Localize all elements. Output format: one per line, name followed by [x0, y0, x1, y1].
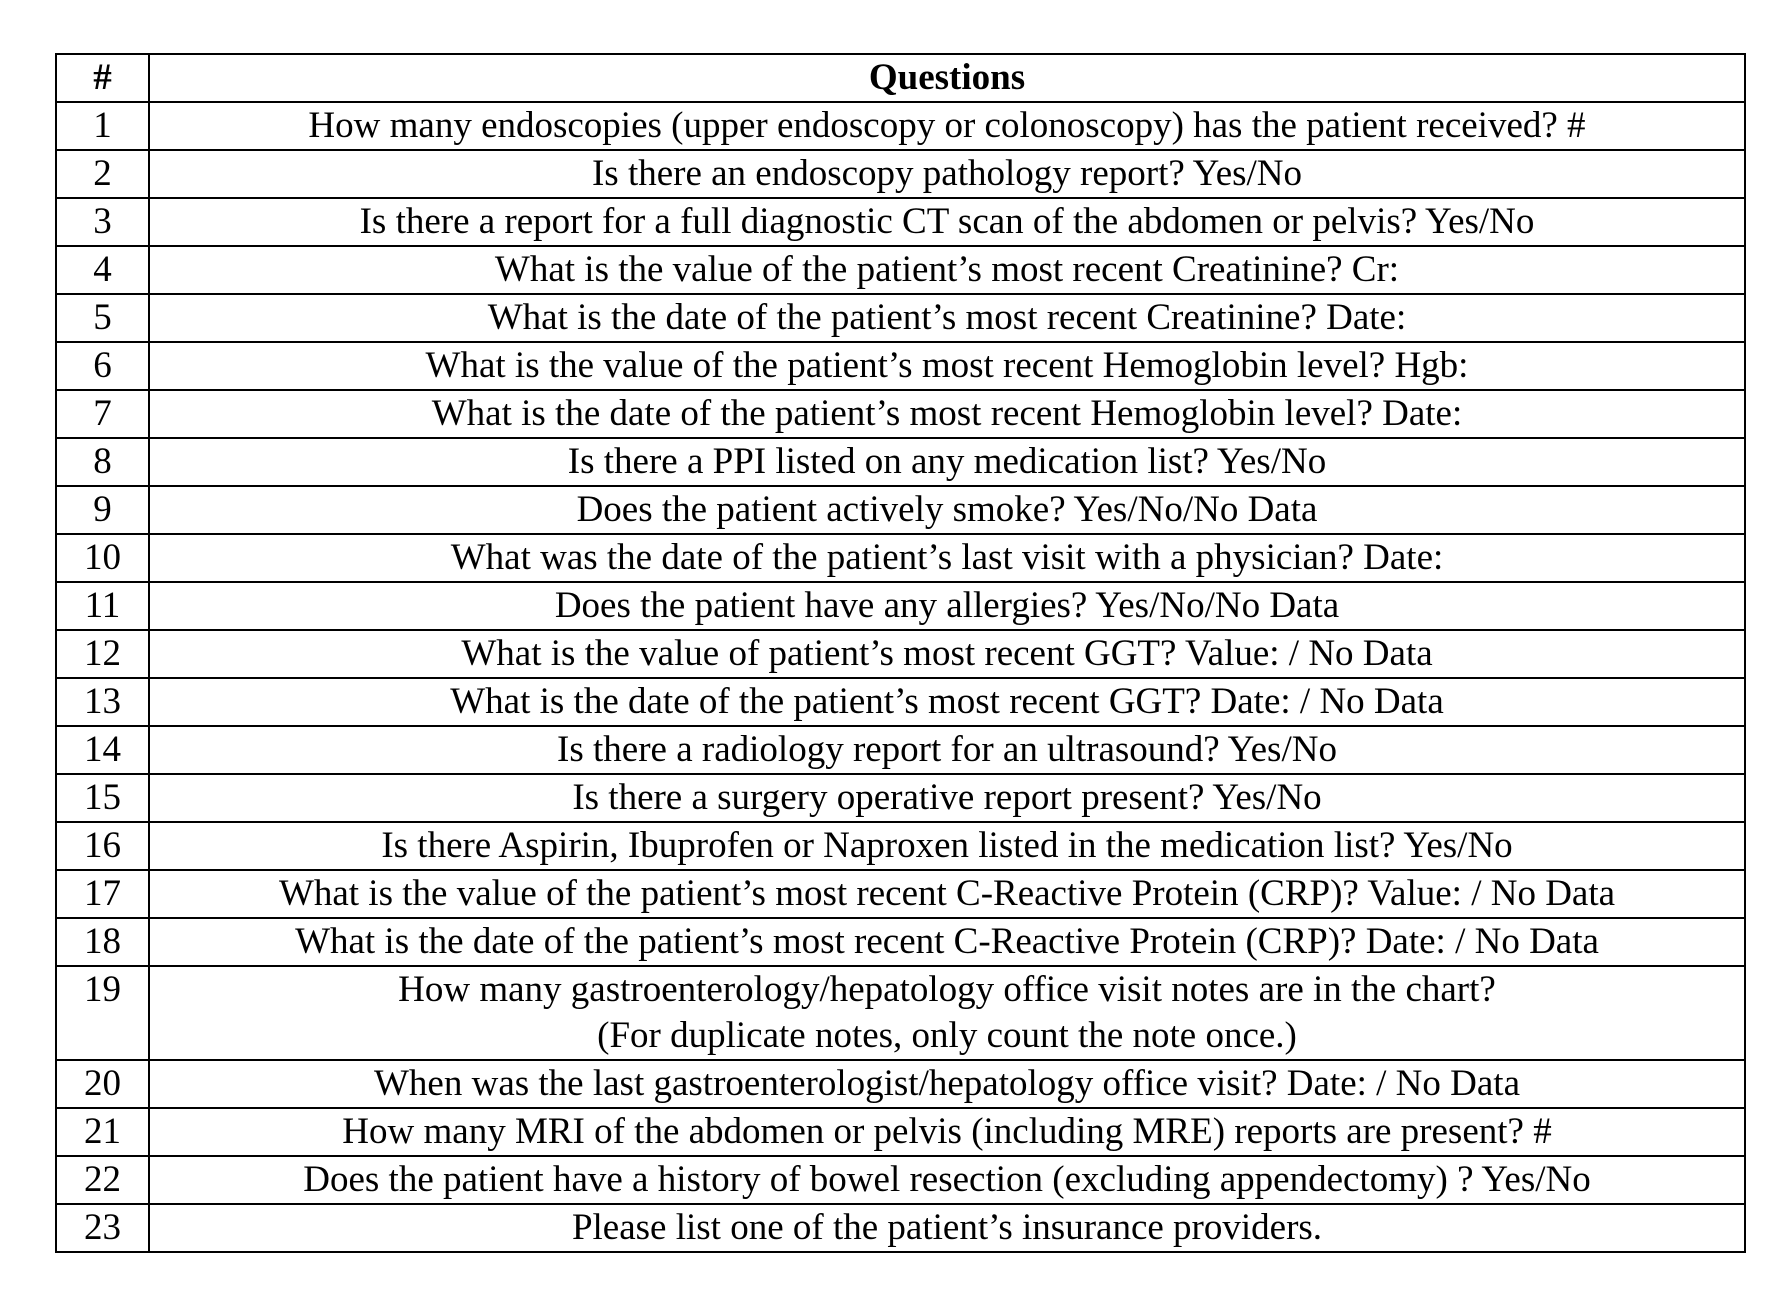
- table-row: [56, 150, 1745, 198]
- table-row: [56, 1060, 1745, 1108]
- question-text: Please list one of the patient’s insurance providers.: [571, 1207, 1323, 1248]
- table-row: [56, 966, 1745, 1060]
- question-cell: [149, 1060, 1745, 1108]
- question-cell: [149, 342, 1745, 390]
- question-cell: [149, 246, 1745, 294]
- question-text: Is there a radiology report for an ultrasound? Yes/No: [557, 729, 1337, 770]
- question-cell: [149, 534, 1745, 582]
- table-row: [56, 1156, 1745, 1204]
- row-number: 19: [56, 966, 149, 1060]
- table-row: [56, 726, 1745, 774]
- table-row: [56, 774, 1745, 822]
- table-row: [56, 678, 1745, 726]
- table-row: [56, 102, 1745, 150]
- question-text: Does the patient have a history of bowel resection (excluding appendectomy) ? Yes/No: [303, 1159, 1591, 1200]
- row-number: 12: [56, 630, 149, 678]
- question-text: Is there a surgery operative report present? Yes/No: [572, 777, 1322, 818]
- table-row: [56, 438, 1745, 486]
- question-text: What is the value of patient’s most recent GGT? Value: / No Data: [461, 633, 1433, 674]
- question-text: Does the patient actively smoke? Yes/No/No Data: [576, 489, 1318, 530]
- question-cell: [149, 1108, 1745, 1156]
- question-cell: [149, 102, 1745, 150]
- question-text: What is the date of the patient’s most recent C-Reactive Protein (CRP)? Date: / No Data: [295, 921, 1599, 962]
- row-number: 1: [56, 102, 149, 150]
- question-text: How many gastroenterology/hepatology office visit notes are in the chart?: [398, 969, 1496, 1010]
- table-row: [56, 342, 1745, 390]
- question-text: What is the value of the patient’s most recent Hemoglobin level? Hgb:: [425, 345, 1469, 386]
- question-text: Is there a report for a full diagnostic CT scan of the abdomen or pelvis? Yes/No: [359, 201, 1535, 242]
- question-text: Does the patient have any allergies? Yes/No/No Data: [554, 585, 1340, 626]
- row-number: 16: [56, 822, 149, 870]
- row-number: 21: [56, 1108, 149, 1156]
- table-header-row: [56, 54, 1745, 102]
- row-number: 20: [56, 1060, 149, 1108]
- table-row: [56, 246, 1745, 294]
- row-number: 11: [56, 582, 149, 630]
- questions-table-container: [55, 53, 1744, 1253]
- question-text: (For duplicate notes, only count the note once.): [597, 1015, 1297, 1056]
- row-number: 6: [56, 342, 149, 390]
- question-text: What is the value of the patient’s most recent Creatinine? Cr:: [494, 249, 1400, 290]
- row-number: 22: [56, 1156, 149, 1204]
- row-number: 8: [56, 438, 149, 486]
- table-row: [56, 294, 1745, 342]
- question-cell: [149, 486, 1745, 534]
- header-questions: Questions: [149, 54, 1745, 102]
- row-number: 15: [56, 774, 149, 822]
- question-text: Is there Aspirin, Ibuprofen or Naproxen listed in the medication list? Yes/No: [381, 825, 1513, 866]
- question-text: When was the last gastroenterologist/hepatology office visit? Date: / No Data: [374, 1063, 1520, 1104]
- question-text: How many endoscopies (upper endoscopy or colonoscopy) has the patient received? #: [308, 105, 1586, 146]
- question-cell: [149, 918, 1745, 966]
- row-number: 3: [56, 198, 149, 246]
- question-cell: [149, 582, 1745, 630]
- table-row: [56, 582, 1745, 630]
- table-row: [56, 1108, 1745, 1156]
- question-cell: [149, 390, 1745, 438]
- row-number: 4: [56, 246, 149, 294]
- question-cell: [149, 726, 1745, 774]
- question-cell: [149, 198, 1745, 246]
- table-row: [56, 918, 1745, 966]
- question-cell: [149, 438, 1745, 486]
- table-row: [56, 1204, 1745, 1252]
- question-cell: [149, 630, 1745, 678]
- row-number: 17: [56, 870, 149, 918]
- question-text: What is the date of the patient’s most recent GGT? Date: / No Data: [450, 681, 1444, 722]
- header-number: #: [56, 54, 149, 102]
- question-cell: [149, 774, 1745, 822]
- table-row: [56, 486, 1745, 534]
- question-text: What was the date of the patient’s last visit with a physician? Date:: [450, 537, 1444, 578]
- row-number: 5: [56, 294, 149, 342]
- question-cell: [149, 294, 1745, 342]
- row-number: 9: [56, 486, 149, 534]
- row-number: 7: [56, 390, 149, 438]
- question-text: Is there an endoscopy pathology report? Yes/No: [591, 153, 1303, 194]
- table-row: [56, 390, 1745, 438]
- row-number: 2: [56, 150, 149, 198]
- table-row: [56, 822, 1745, 870]
- questions-table: [55, 53, 1746, 1253]
- question-cell: [149, 1156, 1745, 1204]
- table-row: [56, 630, 1745, 678]
- row-number: 23: [56, 1204, 149, 1252]
- question-cell: [149, 966, 1745, 1060]
- row-number: 14: [56, 726, 149, 774]
- table-row: [56, 870, 1745, 918]
- question-text: How many MRI of the abdomen or pelvis (including MRE) reports are present? #: [342, 1111, 1552, 1152]
- table-body: [56, 102, 1745, 1252]
- question-cell: [149, 1204, 1745, 1252]
- question-cell: [149, 150, 1745, 198]
- row-number: 10: [56, 534, 149, 582]
- table-row: [56, 198, 1745, 246]
- question-text: What is the value of the patient’s most recent C-Reactive Protein (CRP)? Value: / No Data: [278, 873, 1616, 914]
- question-cell: [149, 870, 1745, 918]
- row-number: 13: [56, 678, 149, 726]
- row-number: 18: [56, 918, 149, 966]
- question-text: What is the date of the patient’s most recent Creatinine? Date:: [487, 297, 1407, 338]
- question-text: What is the date of the patient’s most recent Hemoglobin level? Date:: [431, 393, 1463, 434]
- table-row: [56, 534, 1745, 582]
- question-cell: [149, 822, 1745, 870]
- question-text: Is there a PPI listed on any medication list? Yes/No: [567, 441, 1327, 482]
- question-cell: [149, 678, 1745, 726]
